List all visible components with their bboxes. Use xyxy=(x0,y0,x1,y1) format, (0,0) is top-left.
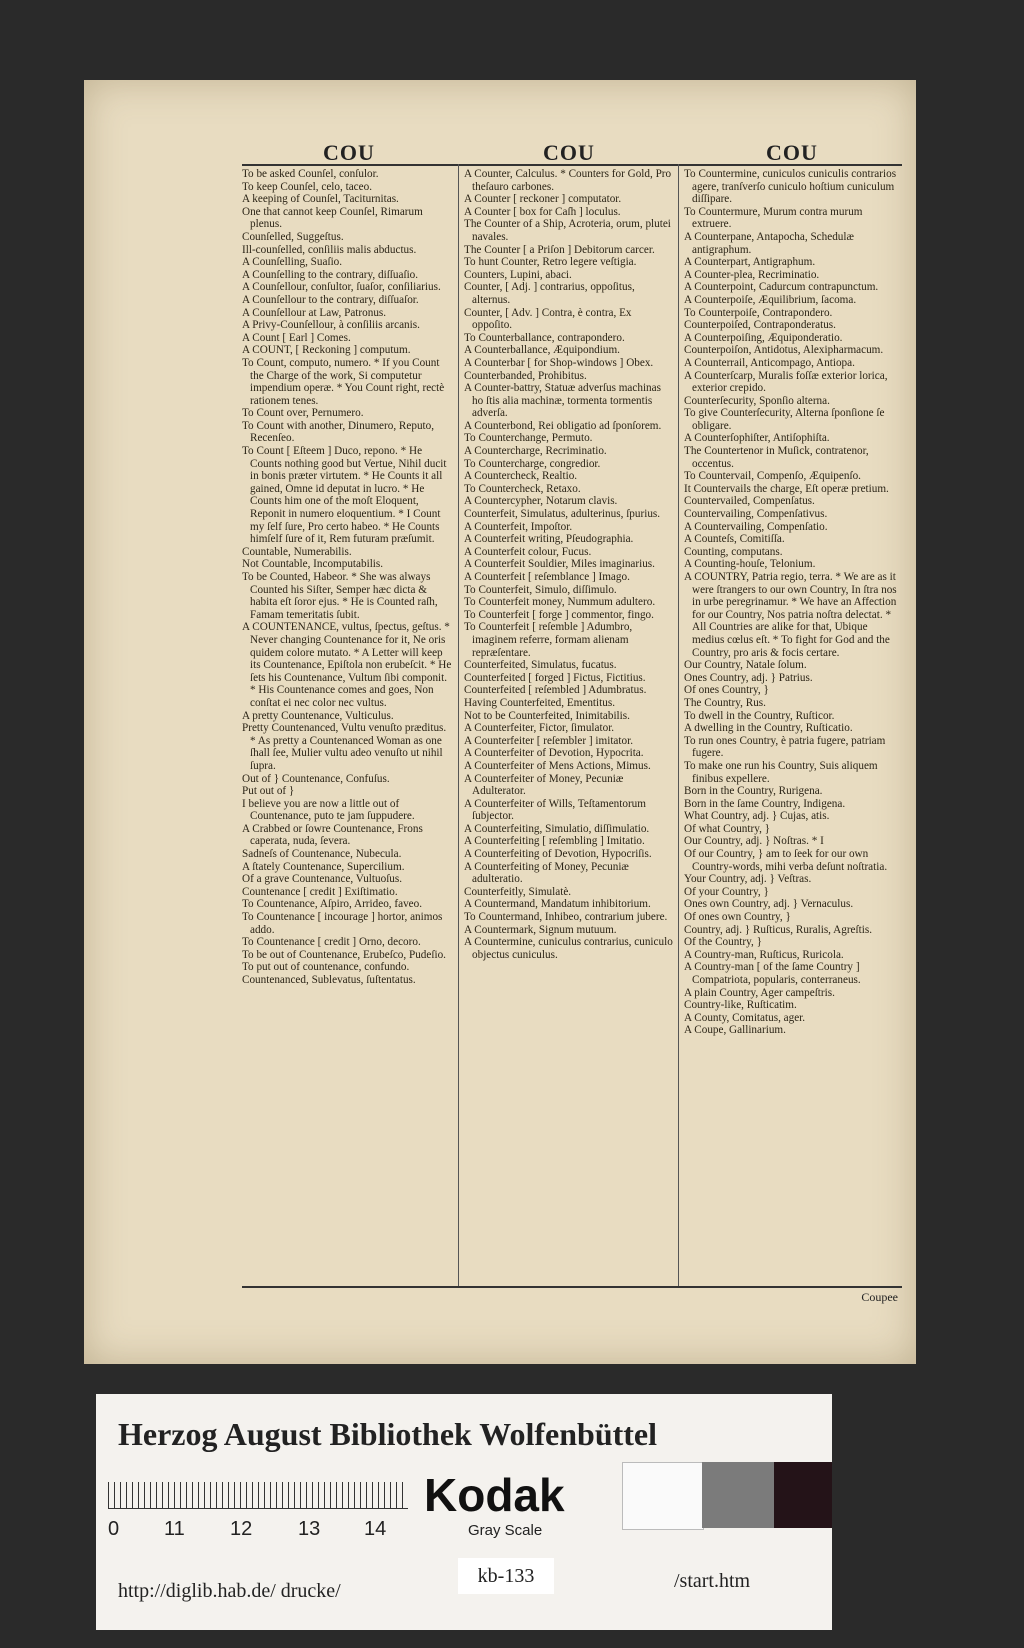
dictionary-entry: A Privy-Counſellour, à conſiliis arcanis. xyxy=(242,319,420,332)
column-separator xyxy=(678,164,679,1286)
dictionary-entry: A Countercharge, Recriminatio. xyxy=(464,445,607,458)
dictionary-entry: A Counterbar [ for Shop-windows ] Obex. xyxy=(464,356,654,369)
dictionary-entry: Countenance [ credit ] Exiſtimatio. xyxy=(242,885,398,898)
dictionary-entry: A Counter-battry, Statuæ adverſus machinas ho ſtis alia machinæ, tormenta tormentis adverſa. xyxy=(464,382,661,420)
dictionary-entry: To give Counterſecurity, Alterna ſponſione ſe obligare. xyxy=(684,407,885,432)
dictionary-entry: It Countervails the charge, Eſt operæ pretium. xyxy=(684,482,889,495)
dictionary-entry: To be Counted, Habeor. * She was always Counted his Siſter, Semper hæc dicta & habita eſt ſoror ejus. * He is Counted raſh, Famam temeritatis ſubit. xyxy=(242,571,438,621)
dictionary-entry: A COUNTRY, Patria regio, terra. * We are as it were ſtrangers to our own Country, In ſtra nos in urbe peregrinamur. * We have an Affection for our Country, Nos patria noſtra delectat. * All Countries are alike for that, Ubique medius cœlus eſt. * To fight for God and the Country, pro aris & focis certare. xyxy=(684,571,897,659)
header-middle: COU xyxy=(543,140,595,165)
dictionary-entry: To Count, computo, numero. * If you Count the Charge of the work, Si computetur impendium operæ. * You Count right, rectè rationem tenes. xyxy=(242,356,445,407)
column-left xyxy=(242,168,454,1280)
dictionary-entry: A Counter-plea, Recriminatio. xyxy=(684,268,820,281)
dictionary-entry: The Counter [ a Priſon ] Debitorum carcer. xyxy=(464,243,655,256)
dictionary-entry: A pretty Countenance, Vulticulus. xyxy=(242,709,394,722)
dictionary-entry: Put out of } xyxy=(242,785,295,798)
dictionary-entry: A ſtately Countenance, Supercilium. xyxy=(242,860,405,873)
dictionary-entry: Counter, [ Adv. ] Contra, è contra, Ex oppoſito. xyxy=(464,306,632,332)
column-right xyxy=(684,168,900,1280)
dictionary-entry: Counters, Lupini, abaci. xyxy=(464,268,572,281)
dictionary-entry: Of our Country, } am to ſeek for our own Country-words, mihi verba deſunt noſtratia. xyxy=(684,848,888,873)
dictionary-entry: A Counterpoiſing, Æquiponderatio. xyxy=(684,331,843,344)
dictionary-entry: A Counterpane, Antapocha, Schedulæ antigraphum. xyxy=(684,230,854,256)
dictionary-entry: A Counterpoiſe, Æquilibrium, ſacoma. xyxy=(684,293,857,306)
ruler-number: 12 xyxy=(230,1518,253,1540)
source-url[interactable]: http://diglib.hab.de/ drucke/ xyxy=(118,1580,341,1602)
dictionary-entry: To make one run his Country, Suis aliquem finibus expellere. xyxy=(684,759,878,785)
dictionary-entry: To Countermine, cuniculos cuniculis contrarios agere, tranſverſo cuniculo hoſtium cuniculum diſſipare. xyxy=(684,168,897,206)
dictionary-entry: To Count over, Pernumero. xyxy=(242,407,364,420)
dictionary-entry: A Countervailing, Compenſatio. xyxy=(684,520,828,533)
dictionary-entry: To Countenance [ credit ] Orno, decoro. xyxy=(242,936,421,949)
dictionary-entry: Out of } Countenance, Confuſus. xyxy=(242,772,390,785)
kodak-logo: Kodak xyxy=(424,1469,565,1521)
white-swatch xyxy=(622,1462,704,1530)
dictionary-entry: To Countenance, Aſpiro, Arrideo, faveo. xyxy=(242,898,423,911)
dictionary-entry: A Counter [ box for Caſh ] loculus. xyxy=(464,205,621,218)
dictionary-entry: Born in the ſame Country, Indigena. xyxy=(684,797,846,810)
dictionary-entry: A Crabbed or ſowre Countenance, Frons caperata, nuda, ſevera. xyxy=(242,822,423,848)
dictionary-entry: Not to be Counterfeited, Inimitabilis. xyxy=(464,709,630,722)
dictionary-entry: A Counterpart, Antigraphum. xyxy=(684,256,816,269)
dictionary-entry: Of ones own Country, } xyxy=(684,911,791,924)
dictionary-entry: A Country-man [ of the ſame Country ] Compatriota, popularis, conterraneus. xyxy=(684,961,861,986)
dictionary-entry: Counterſecurity, Sponſio alterna. xyxy=(684,394,830,407)
dictionary-entry: To Counterpoiſe, Contrapondero. xyxy=(684,306,833,319)
dictionary-entry: To Counterchange, Permuto. xyxy=(464,432,593,445)
dictionary-entry: A Counſellour to the contrary, diſſuaſor. xyxy=(242,293,419,306)
dictionary-entry: To put out of countenance, confundo. xyxy=(242,961,410,974)
ruler-number: 0 xyxy=(108,1518,120,1540)
dictionary-entry: A Counterfeiter of Money, Pecuniæ Adulterator. xyxy=(464,772,624,798)
dictionary-entry: A Counteſs, Comitiſſa. xyxy=(684,533,785,546)
dictionary-entry: A Coupe, Gallinarium. xyxy=(684,1024,786,1037)
dictionary-entry: A Counter [ reckoner ] computator. xyxy=(464,193,622,206)
dictionary-entry: To Countenance [ incourage ] hortor, animos addo. xyxy=(242,911,443,936)
dictionary-entry: To Counterfeit [ forge ] commentor, fingo. xyxy=(464,608,654,621)
dictionary-entry: A Counterballance, Æquipondium. xyxy=(464,344,620,357)
dictionary-entry: The Country, Rus. xyxy=(684,696,766,709)
header-right: COU xyxy=(766,140,818,165)
dictionary-entry: A Counterfeiting of Money, Pecuniæ adulteratio. xyxy=(464,860,629,886)
dictionary-entry: To be out of Countenance, Erubeſco, Pudeſio. xyxy=(242,948,446,961)
dictionary-entry: A Counterfeiting [ reſembling ] Imitatio. xyxy=(464,835,645,848)
dictionary-entry: Of what Country, } xyxy=(684,822,771,835)
dictionary-entry: Ones own Country, adj. } Vernaculus. xyxy=(684,898,854,911)
header-left: COU xyxy=(323,140,375,165)
dictionary-entry: A Counterfeiting of Devotion, Hypocriſis. xyxy=(464,848,652,861)
dictionary-entry: A dwelling in the Country, Ruſticatio. xyxy=(684,722,853,735)
dictionary-entry: To be asked Counſel, conſulor. xyxy=(242,168,379,180)
dictionary-entry: A Counterfeiter of Devotion, Hypocrita. xyxy=(464,747,644,760)
start-link[interactable]: /start.htm xyxy=(674,1570,751,1592)
dictionary-entry: Countervailed, Compenſatus. xyxy=(684,495,815,508)
dictionary-page xyxy=(242,140,902,1304)
dictionary-entry: Born in the Country, Rurigena. xyxy=(684,785,823,798)
ruler xyxy=(108,1482,408,1509)
dictionary-entry: A Counterfeit colour, Fucus. xyxy=(464,545,592,558)
dictionary-entry: To Count with another, Dinumero, Reputo, Recenſeo. xyxy=(242,419,435,445)
dictionary-entry: A keeping of Counſel, Taciturnitas. xyxy=(242,193,399,206)
dictionary-entry: A Counterbond, Rei obligatio ad ſponſorem. xyxy=(464,419,662,432)
dictionary-entry: I believe you are now a little out of Countenance, puto te jam ſuppudere. xyxy=(242,797,415,823)
ruler-number: 11 xyxy=(164,1518,185,1540)
dictionary-entry: Counterbanded, Prohibitus. xyxy=(464,369,587,382)
dictionary-entry: A Counterfeiter, Fictor, ſimulator. xyxy=(464,722,615,735)
dictionary-entry: To dwell in the Country, Ruſticor. xyxy=(684,709,835,722)
dictionary-entry: A Counterfeiter [ reſembler ] imitator. xyxy=(464,734,633,747)
dictionary-entry: Country, adj. } Ruſticus, Ruralis, Agreſtis. xyxy=(684,923,872,936)
dictionary-entry: Counting, computans. xyxy=(684,545,783,558)
dictionary-entry: Countable, Numerabilis. xyxy=(242,545,352,558)
ruler-number: 14 xyxy=(364,1518,387,1540)
dictionary-entry: Ones Country, adj. } Patrius. xyxy=(684,671,813,684)
dictionary-entry: Counterpoiſon, Antidotus, Alexipharmacum. xyxy=(684,344,884,357)
shelf-code: kb-133 xyxy=(458,1558,554,1594)
ruler-number: 13 xyxy=(298,1518,321,1540)
dictionary-entry: Not Countable, Incomputabilis. xyxy=(242,558,384,571)
dictionary-entry: A Counterpoint, Cadurcum contrapunctum. xyxy=(684,281,879,294)
dictionary-entry: A Counterrail, Anticompago, Antiopa. xyxy=(684,356,855,369)
dictionary-entry: A Counting-houſe, Telonium. xyxy=(684,558,816,571)
dictionary-entry: Having Counterfeited, Ementitus. xyxy=(464,696,615,709)
library-name: Herzog August Bibliothek Wolfenbüttel xyxy=(118,1416,658,1452)
dictionary-entry: To Counterfeit money, Nummum adultero. xyxy=(464,596,656,609)
dictionary-entry: Counterfeit, Simulatus, adulterinus, ſpurius. xyxy=(464,508,661,521)
dictionary-entry: A Counſellour at Law, Patronus. xyxy=(242,306,387,319)
dictionary-entry: A Count [ Earl ] Comes. xyxy=(242,331,351,344)
dictionary-entry: A Counterfeiter of Mens Actions, Mimus. xyxy=(464,759,651,772)
dictionary-entry: A Counterfeit, Impoſtor. xyxy=(464,520,573,533)
dictionary-entry: A Counterfeiter of Wills, Teſtamentorum ſubjector. xyxy=(464,797,646,823)
dictionary-entry: A Counterfeit writing, Pſeudographia. xyxy=(464,533,634,546)
dictionary-entry: Sadneſs of Countenance, Nubecula. xyxy=(242,848,402,861)
scanned-page xyxy=(84,80,916,1364)
dictionary-entry: Of ones Country, } xyxy=(684,684,769,697)
dictionary-entry: A COUNTENANCE, vultus, ſpectus, geſtus. * Never changing Countenance for it, Ne oris quidem colore mutato. * A Letter will keep its Countenance, Epiſtola non erubeſcit. * He ſets his Countenance, Vultum ſibi componit. * His Countenance comes and goes, Non conſtat ei nec color nec vultus. xyxy=(242,621,452,709)
dictionary-entry: A Counterfeit [ reſemblance ] Imago. xyxy=(464,571,630,583)
dictionary-entry: Counſelled, Suggeſtus. xyxy=(242,230,344,243)
dictionary-entry: To hunt Counter, Retro legere veſtigia. xyxy=(464,256,637,269)
dictionary-entry: Our Country, adj. } Noſtras. * I xyxy=(684,835,824,848)
dictionary-entry: One that cannot keep Counſel, Rimarum plenus. xyxy=(242,205,423,231)
dictionary-entry: To Count [ Eſteem ] Duco, repono. * He Counts nothing good but Vertue, Nihil ducit in bonis præter virtutem. * He Counts it all gained, Omne id deputat in lucro. * He Counts him one of the moſt Eloquent, Reponit in numero eloquentium. * I Count my ſelf ſure, Pro certo habeo. * He Counts himſelf ſure of it, Rem futuram præſumit. xyxy=(242,445,447,546)
dictionary-entry: Of the Country, } xyxy=(684,936,762,949)
dictionary-entry: A Counſelling, Suaſio. xyxy=(242,256,343,269)
dictionary-entry: The Countertenor in Muſick, contratenor, occentus. xyxy=(684,445,869,470)
dictionary-entry: To keep Counſel, celo, taceo. xyxy=(242,180,372,193)
dictionary-entry: A plain Country, Ager campeſtris. xyxy=(684,986,835,999)
dictionary-entry: To Counterfeit, Simulo, diſſimulo. xyxy=(464,583,617,596)
dictionary-entry: A Counterſophiſter, Antiſophiſta. xyxy=(684,432,830,445)
dark-swatch xyxy=(774,1462,832,1528)
dictionary-entry: Counterfeitly, Simulatè. xyxy=(464,885,572,898)
dictionary-entry: To Counterfeit [ reſemble ] Adumbro, imaginem referre, formam alienam repræſentare. xyxy=(464,621,633,659)
dictionary-entry: To Countervail, Compenſo, Æquipenſo. xyxy=(684,470,861,483)
dictionary-entry: Of a grave Countenance, Vultuoſus. xyxy=(242,873,403,886)
dictionary-entry: Your Country, adj. } Veſtras. xyxy=(684,873,812,886)
dictionary-entry: Ill-counſelled, conſiliis malis abductus. xyxy=(242,243,417,256)
dictionary-entry: Countenanced, Sublevatus, ſuſtentatus. xyxy=(242,974,416,986)
dictionary-entry: A Counſellour, conſultor, ſuaſor, conſiliarius. xyxy=(242,281,441,294)
catchword: Coupee xyxy=(861,1290,898,1304)
dictionary-entry: Counterfeited [ reſembled ] Adumbratus. xyxy=(464,684,647,697)
dictionary-entry: Counterfeited [ forged ] Fictus, Fictitius. xyxy=(464,671,646,684)
dictionary-entry: A Countermark, Signum mutuum. xyxy=(464,923,617,936)
dictionary-entry: A Counterſcarp, Muralis foſſæ exterior lorica, exterior crepido. xyxy=(684,369,888,395)
dictionary-entry: To Countermure, Murum contra murum extruere. xyxy=(684,205,863,231)
dictionary-entry: A County, Comitatus, ager. xyxy=(684,1011,806,1024)
dictionary-entry: A Counterfeit Souldier, Miles imaginarius. xyxy=(464,558,655,571)
dictionary-entry: Our Country, Natale ſolum. xyxy=(684,659,807,672)
dictionary-entry: A COUNT, [ Reckoning ] computum. xyxy=(242,344,411,357)
gray-swatch xyxy=(702,1462,774,1528)
dictionary-entry: Countervailing, Compenſativus. xyxy=(684,508,828,521)
gray-scale-label: Gray Scale xyxy=(468,1522,543,1539)
dictionary-entry: A Country-man, Ruſticus, Ruricola. xyxy=(684,948,844,961)
dictionary-entry: Country-like, Ruſticatim. xyxy=(684,999,797,1012)
dictionary-entry: What Country, adj. } Cujas, atis. xyxy=(684,810,830,823)
dictionary-entry: To run ones Country, è patria fugere, patriam fugere. xyxy=(684,734,886,760)
dictionary-entry: A Counſelling to the contrary, diſſuaſio. xyxy=(242,268,419,281)
color-target-card xyxy=(96,1394,832,1630)
bottom-rule xyxy=(242,1286,902,1288)
column-separator xyxy=(458,164,459,1286)
dictionary-entry: A Countermine, cuniculus contrarius, cuniculo objectus cuniculus. xyxy=(464,936,673,961)
dictionary-entry: The Counter of a Ship, Acroteria, orum, plutei navales. xyxy=(464,218,671,243)
dictionary-entry: A Counter, Calculus. * Counters for Gold, Pro theſauro carbones. xyxy=(464,168,672,193)
dictionary-entry: Pretty Countenanced, Vultu venuſto præditus. * As pretty a Countenanced Woman as one ſhall ſee, Mulier vultu adeo venuſto ut nihil ſupra. xyxy=(242,722,447,772)
dictionary-entry: Counter, [ Adj. ] contrarius, oppoſitus, alternus. xyxy=(464,281,635,306)
dictionary-entry: Counterfeited, Simulatus, fucatus. xyxy=(464,659,617,672)
dictionary-entry: Of your Country, } xyxy=(684,885,769,898)
dictionary-entry: To Counterballance, contrapondero. xyxy=(464,331,625,344)
dictionary-entry: A Countercheck, Realtio. xyxy=(464,470,578,483)
dictionary-entry: A Countercypher, Notarum clavis. xyxy=(464,495,618,508)
top-rule xyxy=(242,164,902,166)
column-middle xyxy=(464,168,674,1280)
dictionary-entry: A Countermand, Mandatum inhibitorium. xyxy=(464,898,651,911)
dictionary-entry: To Countercharge, congredior. xyxy=(464,457,601,470)
dictionary-entry: To Countercheck, Retaxo. xyxy=(464,482,581,495)
dictionary-entry: A Counterfeiting, Simulatio, diſſimulatio. xyxy=(464,822,650,835)
dictionary-entry: Counterpoiſed, Contraponderatus. xyxy=(684,319,836,332)
dictionary-entry: To Countermand, Inhibeo, contrarium jubere. xyxy=(464,911,668,924)
